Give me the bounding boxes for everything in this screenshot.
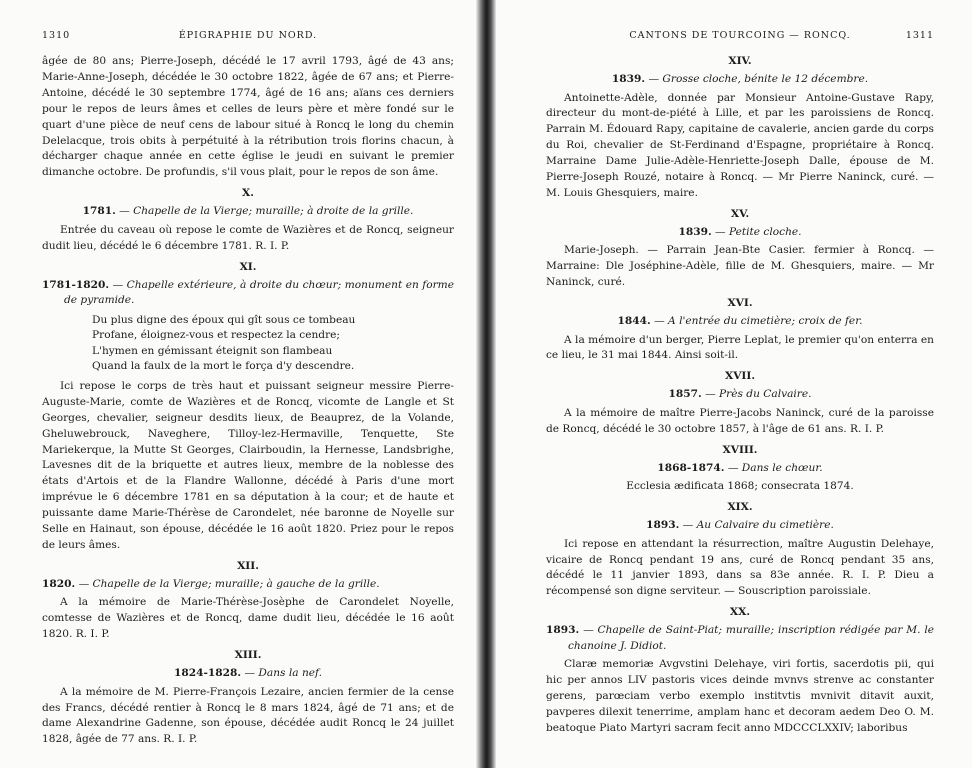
section-number: XVI. (727, 297, 753, 310)
section-date: 1781. (82, 205, 116, 218)
section-date: 1868-1874. (657, 461, 725, 474)
section-location (546, 387, 934, 403)
section-place: — Chapelle de la Vierge; muraille; à droite de la grille. (119, 205, 414, 218)
page-number: 1310 (42, 30, 71, 41)
inscription-text: Ecclesia ædificata 1868; consecrata 1874. (626, 480, 854, 493)
section-number: XVIII. (722, 443, 758, 456)
section-number: XIII. (234, 649, 262, 662)
section-number: X. (242, 187, 254, 200)
section-date: 1824-1828. (174, 667, 242, 680)
running-title: CANTONS DE TOURCOING — RONCQ. (629, 30, 851, 41)
section-date: 1893. (546, 624, 580, 637)
section-date: 1781-1820. (42, 278, 110, 291)
verse-line: Quand la faulx de la mort le força d'y descendre. (92, 360, 355, 373)
inscription-text: Ici repose le corps de très haut et puissant seigneur messire Pierre-Auguste-Marie, comte de Wazières et de Roncq, vicomte de Langle et St Georges, chevalier, seigneur desdits lieux, de Beauprez, de la Volande, Gheluwebrouck, Naveghere, Tilloy-lez-Hermaville, Tenquette, Ste Mariekerque, la Mutte St Georges, Clairboudin, la Hernesse, Landsbrighe, Lavesnes dit de la briquette et autres lieux, membre de la noblesse des états d'Artois et de la Flandre Wallonne, décédé à Paris d'une mort imprévue le 6 décembre 1781 en sa députation à la cour; et de haute et puissante dame Marie-Thérèse de Carondelet, née baronne de Noyelle sur Selle en Hainaut, son épouse, décédée le 16 août 1820. Priez pour le repos de leurs âmes. (42, 379, 454, 551)
running-title: ÉPIGRAPHIE DU NORD. (178, 30, 318, 41)
section-place: — Grosse cloche, bénite le 12 décembre. (648, 73, 869, 85)
section-number: XI. (239, 260, 257, 273)
section-date: 1820. (42, 577, 76, 590)
left-page (0, 0, 476, 768)
section-location (42, 204, 454, 220)
verse-line: Du plus digne des époux qui gît sous ce tombeau (92, 313, 356, 326)
section-number: XIX. (727, 501, 753, 514)
intro-paragraph: âgée de 80 ans; Pierre-Joseph, décédé le 17 avril 1793, âgé de 43 ans; Marie-Anne-Joseph, décédée le 30 octobre 1822, âgée de 67 ans; et Pierre-Antoine, décédé le 30 septembre 1774, âgé de 16 ans; aïans ces derniers pour le repos de leurs âmes et celles de leurs père et mère fondé sur le quart d'une pièce de neuf cens de labour situé à Roncq le long du chemin Delelacque, trois obits à perpétuité à la rétribution trois florins chacun, à décharger chaque année en cette église le jeudi en suivant le premier dimanche octobre. De profundis, s'il vous plait, pour le repos de son âme. (42, 55, 454, 179)
inscription-text: Claræ memoriæ Avgvstini Delehaye, viri fortis, sacerdotis pii, qui hic per annos LIV pastoris vices deinde mvnvs strenve ac constanter gerens, parœciam verbo exemplo institvtis mvnivit ditavit auxit, pavperes dilexit tenerrime, amplam hanc et decoram aedem Deo O. M. beatoque Piato Martyri sacram fecit anno MDCCCLXXIV; laboribus (546, 658, 934, 734)
section-location (42, 278, 454, 309)
section-number: XVII. (724, 370, 756, 383)
book-gutter (476, 0, 496, 768)
inscription-text: Antoinette-Adèle, donnée par Monsieur Antoine-Gustave Rapy, directeur du mont-de-piété à Lille, et par les paroissiens de Roncq. Parrain M. Édouard Rapy, capitaine de cavalerie, ancien garde du corps du Roi, chevalier de St-Ferdinand d'Espagne, propriétaire à Roncq. Marraine Dame Julie-Adèle-Henriette-Joseph Dalle, épouse de M. Pierre-Joseph Rouzé, notaire à Roncq. — Mr Pierre Naninck, curé. — M. Louis Ghesquiers, maire. (546, 91, 934, 199)
section-location (42, 666, 454, 682)
section-number: XII. (237, 559, 259, 572)
page-number: 1311 (905, 30, 934, 41)
inscription-text: A la mémoire de Marie-Thérèse-Josèphe de Carondelet Noyelle, comtesse de Wazières et de Roncq, dame dudit lieu, décédée le 16 août 1820. R. I. P. (42, 596, 454, 641)
section-number: XV. (730, 207, 750, 220)
inscription-text: A la mémoire de M. Pierre-François Lezaire, ancien fermier de la cense des Francs, décédé rentier à Roncq le 8 mars 1824, âgé de 71 ans; et de dame Alexandrine Gadenne, son épouse, décédée audit Roncq le 24 juillet 1828, âgée de 77 ans. R. I. P. (42, 685, 454, 746)
inscription-text: Entrée du caveau où repose le comte de Wazières et de Roncq, seigneur dudit lieu, décédé le 6 décembre 1781. R. I. P. (42, 223, 454, 252)
section-place: — Petite cloche. (715, 225, 802, 238)
verse-line: L'hymen en gémissant éteignit son flambeau (92, 344, 333, 357)
section-location (546, 72, 934, 88)
section-location (546, 461, 934, 477)
inscription-text: A la mémoire de maître Pierre-Jacobs Naninck, curé de la paroisse de Roncq, décédé le 30 octobre 1857, à l'âge de 61 ans. R. I. P. (546, 406, 934, 435)
section-date: 1857. (668, 388, 702, 401)
section-number: XIV. (728, 55, 752, 67)
epitaph-verse (92, 313, 454, 375)
left-running-head (42, 30, 454, 46)
verse-line: Profane, éloignez-vous et respectez la cendre; (92, 329, 340, 342)
section-date: 1893. (646, 519, 680, 532)
section-place: — Dans la nef. (244, 667, 322, 680)
section-date: 1839. (678, 225, 712, 238)
section-location (546, 314, 934, 330)
section-number: XX. (729, 606, 751, 619)
section-place: — Chapelle extérieure, à droite du chœur; monument en forme de pyramide. (64, 278, 454, 307)
section-place: — Dans le chœur. (727, 461, 823, 474)
inscription-text: A la mémoire d'un berger, Pierre Leplat, le premier qu'on enterra en ce lieu, le 31 mai 1844. Ainsi soit-il. (546, 333, 934, 362)
section-place: — Chapelle de Saint-Piat; muraille; inscription rédigée par M. le chanoine J. Didiot. (568, 624, 935, 652)
right-page (496, 0, 972, 768)
section-place: — Chapelle de la Vierge; muraille; à gauche de la grille. (78, 577, 380, 590)
section-date: 1839. (611, 73, 646, 85)
section-place: — Près du Calvaire. (705, 388, 812, 401)
section-location (546, 518, 934, 534)
section-place: — A l'entrée du cimetière; croix de fer. (654, 315, 863, 328)
inscription-text: Ici repose en attendant la résurrection, maître Augustin Delehaye, vicaire de Roncq pendant 19 ans, curé de Roncq pendant 35 ans, décédé le 11 janvier 1893, dans sa 83e année. R. I. P. Dieu a récompensé son digne serviteur. — Souscription paroissiale. (546, 537, 934, 598)
section-date: 1844. (617, 315, 651, 328)
inscription-text: Marie-Joseph. — Parrain Jean-Bte Casier. fermier à Roncq. — Marraine: Dle Joséphine-Adèle, fille de M. Ghesquiers, maire. — Mr Naninck, curé. (546, 244, 934, 289)
section-location (42, 577, 454, 593)
section-location (546, 225, 934, 241)
section-place: — Au Calvaire du cimetière. (682, 519, 834, 532)
section-location (546, 623, 934, 654)
right-running-head (546, 30, 934, 46)
